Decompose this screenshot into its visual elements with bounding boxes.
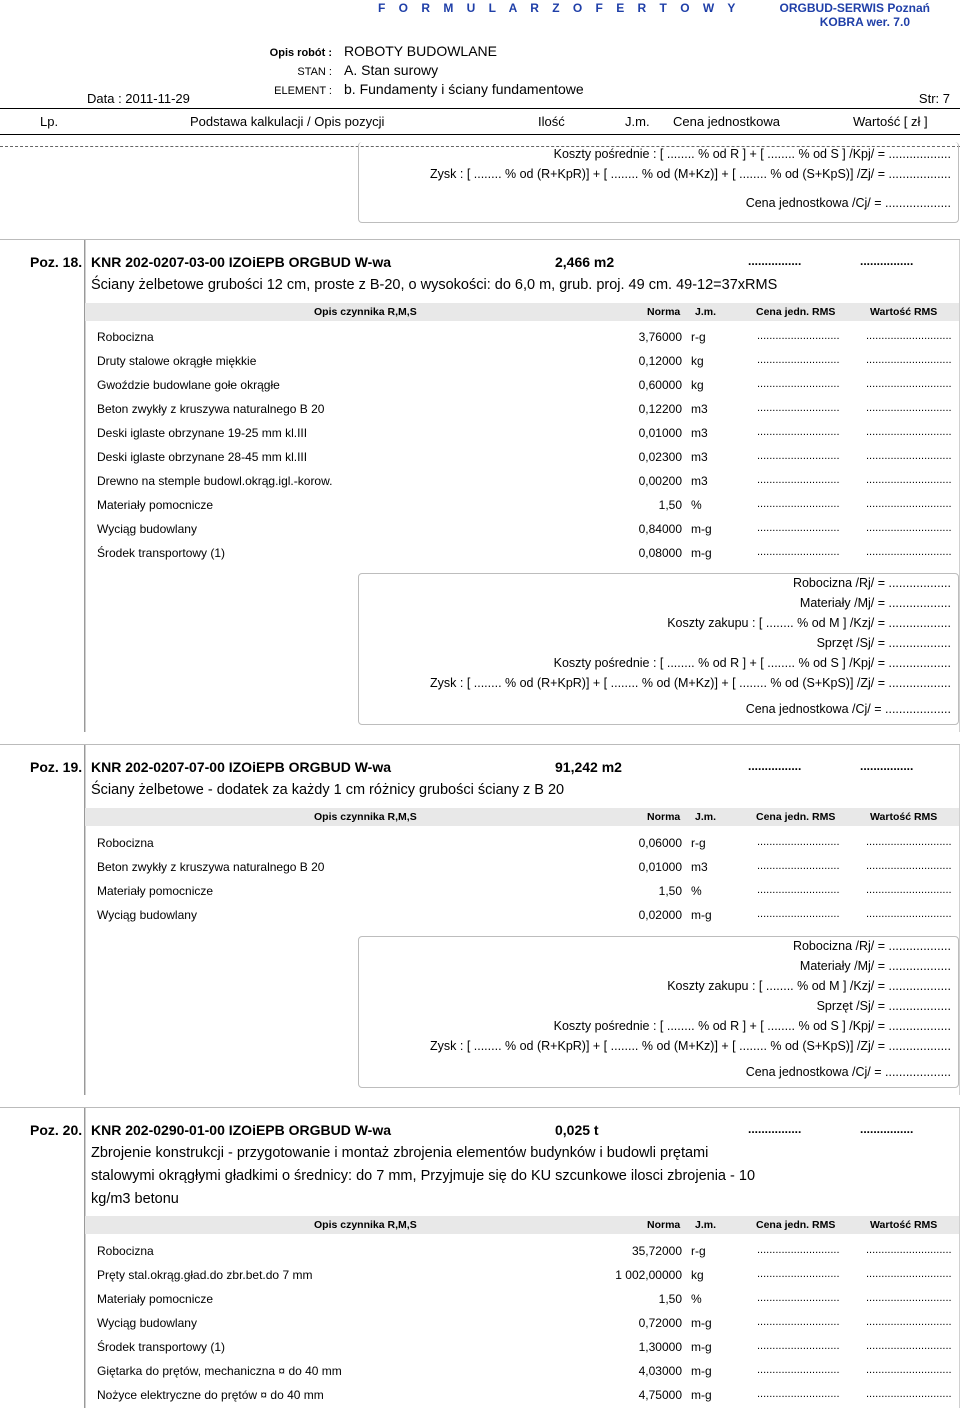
- resource-value-dots: ............................: [866, 474, 952, 486]
- resource-value-dots: ............................: [866, 546, 952, 558]
- rh-value: Wartość RMS: [870, 811, 938, 823]
- resource-row: [85, 1340, 959, 1356]
- resource-value-dots: ............................: [866, 378, 952, 390]
- resource-value-dots: ............................: [866, 1388, 952, 1400]
- resource-name: Deski iglaste obrzynane 28-45 mm kl.III: [97, 450, 308, 464]
- resource-unit: m-g: [691, 522, 712, 536]
- resource-norm: 0,08000: [638, 546, 682, 560]
- resource-row: [85, 402, 959, 418]
- resource-name: Materiały pomocnicze: [97, 1292, 214, 1306]
- resource-row: [85, 474, 959, 490]
- resource-value-dots: ............................: [866, 1268, 952, 1280]
- summary-indirect-cost: Koszty pośrednie : [ ........ % od R ] + [ ........ % od S ] /Kpj/ = ..................: [553, 1019, 951, 1033]
- rh-desc: Opis czynnika R,M,S: [314, 811, 417, 823]
- resource-unit: m-g: [691, 1388, 712, 1402]
- resource-price-dots: ...........................: [757, 1388, 840, 1400]
- summary-equipment: Sprzęt /Sj/ = ..................: [816, 636, 951, 650]
- resource-norm: 4,75000: [638, 1388, 682, 1402]
- resource-norm: 1,50: [658, 498, 682, 512]
- rh-desc: Opis czynnika R,M,S: [314, 306, 417, 318]
- resource-price-dots: ...........................: [757, 522, 840, 534]
- position-description: Zbrojenie konstrukcji - przygotowanie i montaż zbrojenia elementów budynków i budowli prętami stalowymi okrągłymi gładkimi o średnicy: do 7 mm, Przyjmuje się do KU szcunkowe ilosci zbrojenia - 10 kg/m3 betonu: [91, 1145, 756, 1207]
- position-number: Poz. 18.: [30, 254, 83, 270]
- col-qty: Ilość: [538, 114, 565, 129]
- resource-row: [85, 1316, 959, 1332]
- rh-price: Cena jedn. RMS: [756, 811, 836, 823]
- resource-price-dots: ...........................: [757, 354, 840, 366]
- summary-unit-price: Cena jednostkowa /Cj/ = ...................: [745, 1065, 951, 1079]
- resource-row: [85, 330, 959, 346]
- resource-name: Materiały pomocnicze: [97, 884, 214, 898]
- resource-price-dots: ...........................: [757, 908, 840, 920]
- summary-profit: Zysk : [ ........ % od (R+KpR)] + [ ........ % od (M+Kz)] + [ ........ % od (S+KpS)] /Zj/ = ..................: [430, 676, 951, 690]
- resource-row: [85, 522, 959, 538]
- work-label: Opis robót :: [269, 47, 332, 59]
- resource-value-dots: ............................: [866, 836, 952, 848]
- position-number: Poz. 19.: [30, 759, 83, 775]
- resource-name: Pręty stal.okrąg.gład.do zbr.bet.do 7 mm: [97, 1268, 313, 1282]
- resource-unit: %: [691, 884, 702, 898]
- summary-purchase-cost: Koszty zakupu : [ ........ % od M ] /Kzj/ = ..................: [667, 616, 951, 630]
- resource-unit: m3: [691, 860, 708, 874]
- resource-norm: 0,60000: [638, 378, 682, 392]
- element-label: ELEMENT :: [274, 85, 332, 97]
- stan-label: STAN :: [297, 66, 332, 78]
- rh-norm: Norma: [647, 306, 681, 318]
- rh-value: Wartość RMS: [870, 306, 938, 318]
- resource-value-dots: ............................: [866, 330, 952, 342]
- resource-name: Nożyce elektryczne do prętów ¤ do 40 mm: [97, 1388, 324, 1402]
- resource-price-dots: ...........................: [757, 450, 840, 462]
- resource-price-dots: ...........................: [757, 546, 840, 558]
- resource-table-header: [85, 1216, 959, 1234]
- resource-norm: 3,76000: [638, 330, 682, 344]
- doc-date: Data : 2011-11-29: [87, 91, 190, 106]
- position-description: Ściany żelbetowe - dodatek za każdy 1 cm różnicy grubości ściany z B 20: [91, 782, 565, 798]
- resource-norm: 0,01000: [638, 426, 682, 440]
- summary-profit: Zysk : [ ........ % od (R+KpR)] + [ ........ % od (M+Kz)] + [ ........ % od (S+KpS)] /Zj/ = ..................: [430, 1039, 951, 1053]
- summary-purchase-cost: Koszty zakupu : [ ........ % od M ] /Kzj/ = ..................: [667, 979, 951, 993]
- resource-norm: 0,72000: [638, 1316, 682, 1330]
- resource-norm: 1 002,00000: [615, 1268, 682, 1282]
- resource-price-dots: ...........................: [757, 860, 840, 872]
- carry-kp: Koszty pośrednie : [ ........ % od R ] + [ ........ % od S ] /Kpj/ = ..................: [553, 147, 951, 161]
- resource-norm: 1,50: [658, 884, 682, 898]
- resource-row: [85, 426, 959, 442]
- position-basis: KNR 202-0290-01-00 IZOiEPB ORGBUD W-wa: [91, 1122, 392, 1138]
- summary-materials: Materiały /Mj/ = ..................: [799, 959, 951, 973]
- resource-name: Wyciąg budowlany: [97, 908, 197, 922]
- resource-row: [85, 1388, 959, 1404]
- resource-unit: m3: [691, 450, 708, 464]
- resource-row: [85, 378, 959, 394]
- col-lp: Lp.: [40, 114, 59, 129]
- resource-unit: r-g: [691, 836, 706, 850]
- resource-name: Robocizna: [97, 330, 154, 344]
- position-summary-box: [358, 936, 959, 1088]
- resource-unit: m-g: [691, 1364, 712, 1378]
- brand-name: ORGBUD-SERWIS Poznań: [779, 1, 930, 15]
- summary-indirect-cost: Koszty pośrednie : [ ........ % od R ] + [ ........ % od S ] /Kpj/ = ..................: [553, 656, 951, 670]
- resource-value-dots: ............................: [866, 1364, 952, 1376]
- resource-value-dots: ............................: [866, 860, 952, 872]
- resource-norm: 0,02300: [638, 450, 682, 464]
- col-value: Wartość [ zł ]: [853, 114, 928, 129]
- resource-norm: 0,06000: [638, 836, 682, 850]
- page-number: Str: 7: [918, 91, 950, 106]
- resource-value-dots: ............................: [866, 426, 952, 438]
- resource-row: [85, 354, 959, 370]
- carry-summary-box: [358, 142, 959, 223]
- resource-value-dots: ............................: [866, 1340, 952, 1352]
- rh-norm: Norma: [647, 1219, 681, 1231]
- resource-price-dots: ...........................: [757, 1244, 840, 1256]
- resource-unit: m-g: [691, 546, 712, 560]
- rh-unit: J.m.: [695, 1219, 717, 1231]
- brand-version: KOBRA wer. 7.0: [819, 15, 910, 29]
- resource-price-dots: ...........................: [757, 1268, 840, 1280]
- resource-norm: 0,84000: [638, 522, 682, 536]
- position-basis: KNR 202-0207-03-00 IZOiEPB ORGBUD W-wa: [91, 254, 392, 270]
- position-quantity: 91,242 m2: [555, 759, 622, 775]
- resource-name: Wyciąg budowlany: [97, 1316, 197, 1330]
- carry-cj: Cena jednostkowa /Cj/ = ...................: [745, 196, 951, 210]
- col-basis: Podstawa kalkulacji / Opis pozycji: [190, 114, 385, 129]
- resource-unit: r-g: [691, 1244, 706, 1258]
- resource-unit: %: [691, 1292, 702, 1306]
- rh-norm: Norma: [647, 811, 681, 823]
- summary-labor: Robocizna /Rj/ = ..................: [792, 939, 951, 953]
- resource-unit: %: [691, 498, 702, 512]
- summary-unit-price: Cena jednostkowa /Cj/ = ...................: [745, 702, 951, 716]
- resource-name: Wyciąg budowlany: [97, 522, 197, 536]
- resource-table-header: [85, 808, 959, 826]
- summary-equipment: Sprzęt /Sj/ = ..................: [816, 999, 951, 1013]
- resource-name: Giętarka do prętów, mechaniczna ¤ do 40 mm: [97, 1364, 342, 1378]
- resource-name: Drewno na stemple budowl.okrąg.igl.-korow.: [97, 474, 333, 488]
- position-number: Poz. 20.: [30, 1122, 83, 1138]
- resource-norm: 0,12000: [638, 354, 682, 368]
- resource-unit: kg: [691, 1268, 704, 1282]
- form-title: F O R M U L A R Z O F E R T O W Y: [378, 1, 741, 15]
- resource-name: Beton zwykły z kruszywa naturalnego B 20: [97, 402, 325, 416]
- resource-price-dots: ...........................: [757, 330, 840, 342]
- resource-unit: kg: [691, 354, 704, 368]
- header-rule-top: [0, 108, 960, 109]
- resource-price-dots: ...........................: [757, 498, 840, 510]
- resource-price-dots: ...........................: [757, 426, 840, 438]
- position-value-dots: ................: [860, 1122, 914, 1136]
- position-summary-box: [358, 573, 959, 725]
- position-unit-price-dots: ................: [748, 759, 802, 773]
- resource-row: [85, 498, 959, 514]
- resource-unit: kg: [691, 378, 704, 392]
- position-unit-price-dots: ................: [748, 254, 802, 268]
- resource-value-dots: ............................: [866, 354, 952, 366]
- resource-name: Robocizna: [97, 1244, 154, 1258]
- resource-unit: m3: [691, 474, 708, 488]
- resource-name: Materiały pomocnicze: [97, 498, 214, 512]
- resource-value-dots: ............................: [866, 1292, 952, 1304]
- rh-unit: J.m.: [695, 811, 717, 823]
- resource-row: [85, 1292, 959, 1308]
- resource-name: Robocizna: [97, 836, 154, 850]
- rh-unit: J.m.: [695, 306, 717, 318]
- resource-norm: 0,12200: [638, 402, 682, 416]
- resource-price-dots: ...........................: [757, 1364, 840, 1376]
- resource-norm: 0,01000: [638, 860, 682, 874]
- resource-unit: m3: [691, 402, 708, 416]
- resource-norm: 35,72000: [631, 1244, 682, 1258]
- resource-row: [85, 836, 959, 852]
- resource-value-dots: ............................: [866, 908, 952, 920]
- work-value: ROBOTY BUDOWLANE: [344, 43, 497, 59]
- resource-value-dots: ............................: [866, 522, 952, 534]
- position-quantity: 2,466 m2: [555, 254, 615, 270]
- resource-unit: m-g: [691, 1316, 712, 1330]
- header-rule-bottom: [0, 134, 960, 135]
- resource-table-header: [85, 303, 959, 321]
- position-value-dots: ................: [860, 254, 914, 268]
- col-unit-price: Cena jednostkowa: [673, 114, 780, 129]
- resource-value-dots: ............................: [866, 884, 952, 896]
- carry-zysk: Zysk : [ ........ % od (R+KpR)] + [ ........ % od (M+Kz)] + [ ........ % od (S+KpS)] /Zj/ = ..................: [430, 167, 951, 181]
- resource-row: [85, 1244, 959, 1260]
- resource-row: [85, 908, 959, 924]
- position-description: Ściany żelbetowe grubości 12 cm, proste z B-20, o wysokości: do 6,0 m, grub. proj. 49 cm. 49-12=37xRMS: [91, 277, 778, 293]
- stan-value: A. Stan surowy: [344, 62, 439, 78]
- resource-price-dots: ...........................: [757, 1340, 840, 1352]
- resource-price-dots: ...........................: [757, 378, 840, 390]
- resource-price-dots: ...........................: [757, 836, 840, 848]
- rh-value: Wartość RMS: [870, 1219, 938, 1231]
- resource-name: Środek transportowy (1): [97, 1340, 226, 1354]
- resource-norm: 0,02000: [638, 908, 682, 922]
- resource-name: Gwoździe budowlane gołe okrągłe: [97, 378, 280, 392]
- resource-unit: m-g: [691, 1340, 712, 1354]
- resource-row: [85, 450, 959, 466]
- rh-desc: Opis czynnika R,M,S: [314, 1219, 417, 1231]
- resource-name: Beton zwykły z kruszywa naturalnego B 20: [97, 860, 325, 874]
- position-value-dots: ................: [860, 759, 914, 773]
- summary-labor: Robocizna /Rj/ = ..................: [792, 576, 951, 590]
- resource-row: [85, 884, 959, 900]
- position-quantity: 0,025 t: [555, 1122, 599, 1138]
- resource-row: [85, 860, 959, 876]
- resource-unit: m3: [691, 426, 708, 440]
- rh-price: Cena jedn. RMS: [756, 306, 836, 318]
- resource-value-dots: ............................: [866, 1244, 952, 1256]
- resource-norm: 0,00200: [638, 474, 682, 488]
- position-basis: KNR 202-0207-07-00 IZOiEPB ORGBUD W-wa: [91, 759, 392, 775]
- resource-norm: 1,50: [658, 1292, 682, 1306]
- rh-price: Cena jedn. RMS: [756, 1219, 836, 1231]
- resource-value-dots: ............................: [866, 1316, 952, 1328]
- resource-unit: r-g: [691, 330, 706, 344]
- resource-name: Druty stalowe okrągłe miękkie: [97, 354, 257, 368]
- resource-name: Środek transportowy (1): [97, 546, 226, 560]
- resource-value-dots: ............................: [866, 450, 952, 462]
- resource-value-dots: ............................: [866, 498, 952, 510]
- resource-value-dots: ............................: [866, 402, 952, 414]
- resource-unit: m-g: [691, 908, 712, 922]
- col-unit: J.m.: [625, 114, 650, 129]
- resource-price-dots: ...........................: [757, 1292, 840, 1304]
- resource-row: [85, 546, 959, 562]
- resource-price-dots: ...........................: [757, 402, 840, 414]
- resource-norm: 4,03000: [638, 1364, 682, 1378]
- element-value: b. Fundamenty i ściany fundamentowe: [344, 81, 584, 97]
- resource-price-dots: ...........................: [757, 474, 840, 486]
- resource-row: [85, 1268, 959, 1284]
- resource-norm: 1,30000: [638, 1340, 682, 1354]
- summary-materials: Materiały /Mj/ = ..................: [799, 596, 951, 610]
- resource-price-dots: ...........................: [757, 1316, 840, 1328]
- resource-row: [85, 1364, 959, 1380]
- resource-name: Deski iglaste obrzynane 19-25 mm kl.III: [97, 426, 308, 440]
- resource-price-dots: ...........................: [757, 884, 840, 896]
- position-unit-price-dots: ................: [748, 1122, 802, 1136]
